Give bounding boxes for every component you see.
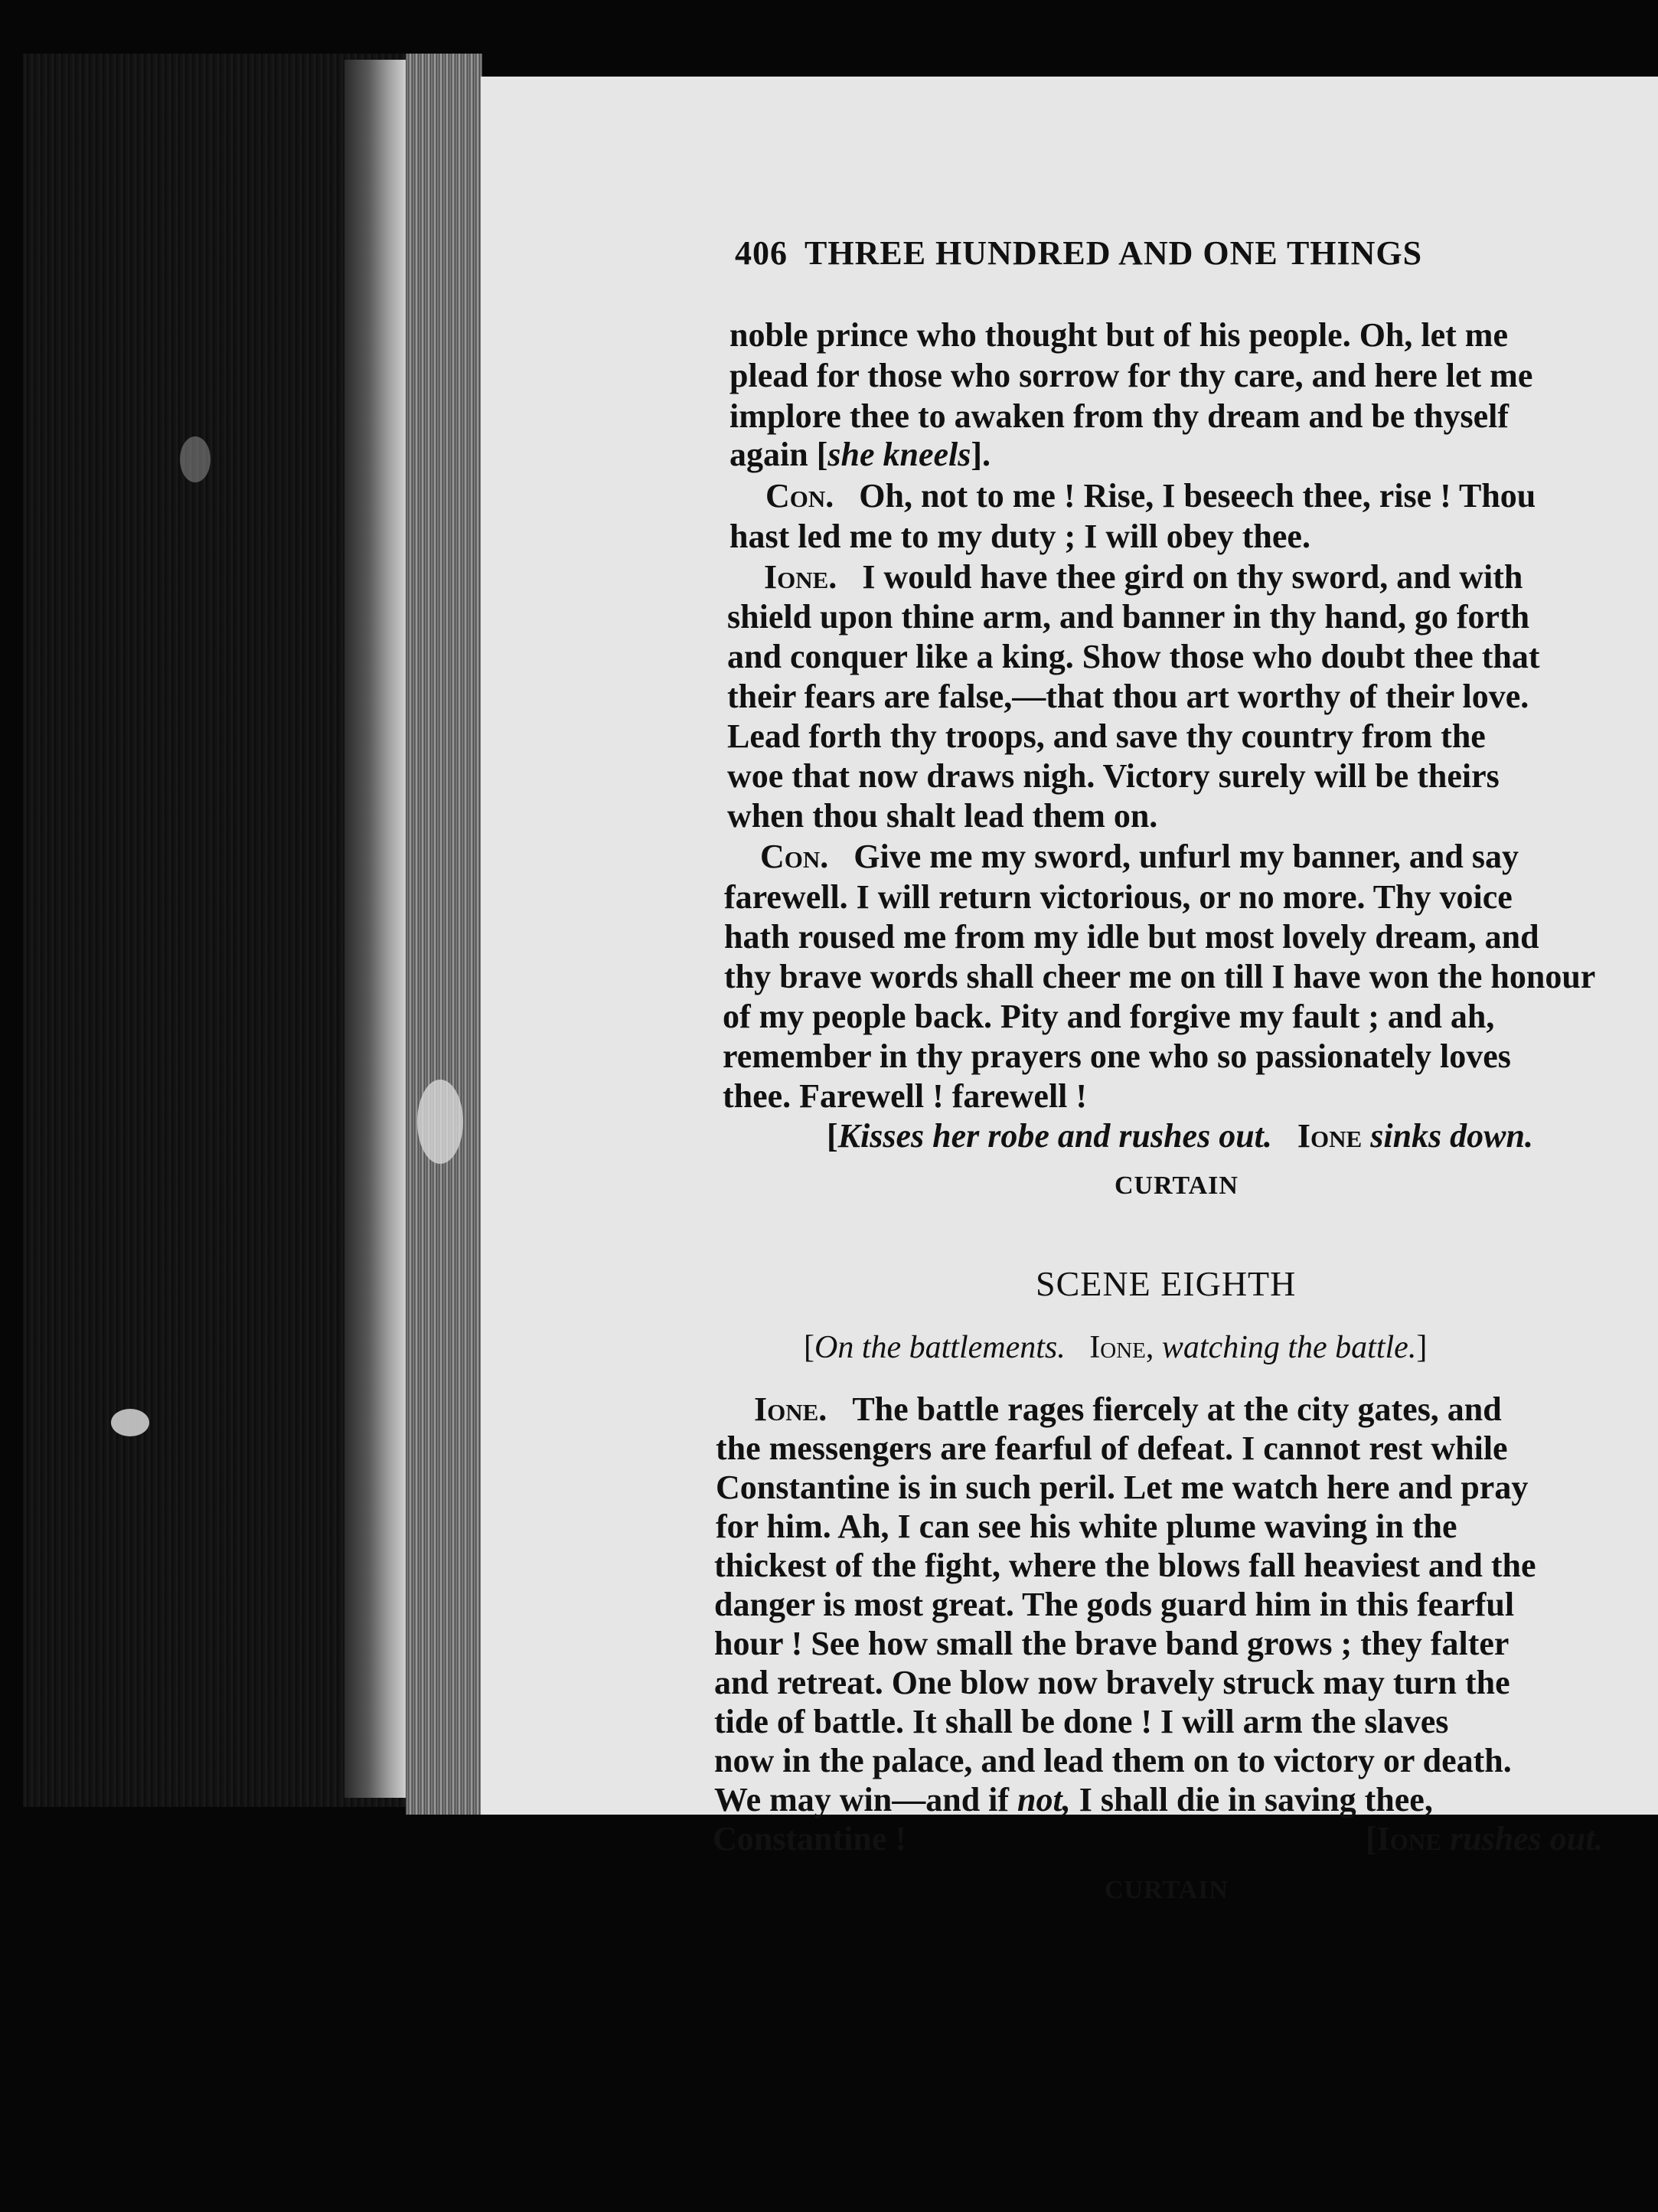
text-line: hast led me to my duty ; I will obey thee. [729, 518, 1310, 555]
paper-smudge [111, 1409, 149, 1436]
text-line: implore thee to awaken from thy dream and be thyself [729, 397, 1509, 435]
text-line: thee. Farewell ! farewell ! [723, 1077, 1088, 1115]
text-line: thy brave words shall cheer me on till I have won the honour [724, 958, 1596, 995]
curtain-label: CURTAIN [1105, 1876, 1229, 1904]
text-line: farewell. I will return victorious, or no more. Thy voice [724, 878, 1513, 916]
bracket: [ [1366, 1820, 1377, 1857]
character-name: Ione [1297, 1117, 1363, 1155]
text-line: the messengers are fearful of defeat. I cannot rest while [716, 1429, 1508, 1467]
stage-direction-inline: she kneels [827, 436, 971, 473]
stage-direction-text: On the battlements. [814, 1330, 1066, 1365]
text-line: for him. Ah, I can see his white plume waving in the [716, 1508, 1457, 1545]
emphasis: not, [1017, 1781, 1071, 1818]
stage-direction [804, 1329, 1427, 1366]
text-line: noble prince who thought but of his people. Oh, let me [729, 316, 1508, 354]
text-fragment: again [ [729, 436, 828, 473]
stage-direction-text: sinks down. [1370, 1117, 1533, 1155]
text-fragment: I shall die in saving thee, [1070, 1781, 1433, 1818]
text-line: when thou shalt lead them on. [727, 797, 1158, 835]
speaker-name: Con. [760, 838, 829, 875]
text-line [764, 557, 1523, 596]
text-fragment: ]. [971, 436, 991, 473]
text-line [760, 837, 1519, 876]
running-head-title: THREE HUNDRED AND ONE THINGS [805, 234, 1423, 272]
paper-smudge [417, 1080, 463, 1164]
text-line [714, 1780, 1433, 1819]
running-head [735, 234, 1623, 273]
speaker-name: Ione. [764, 558, 837, 596]
stage-direction-text: watching the battle. [1161, 1330, 1417, 1365]
text-fragment: The battle rages fiercely at the city gates, and [852, 1390, 1502, 1428]
text-line: shield upon thine arm, and banner in thy hand, go forth [727, 598, 1530, 636]
text-line [729, 435, 991, 474]
stage-direction-text: Kisses her robe and rushes out. [837, 1117, 1272, 1155]
speaker-name: Con. [765, 477, 834, 515]
text-line: now in the palace, and lead them on to victory or death. [714, 1742, 1512, 1779]
character-name: Ione [1376, 1820, 1441, 1857]
text-line [765, 476, 1536, 515]
text-line: hour ! See how small the brave band grows ; they falter [714, 1625, 1509, 1662]
bracket: [ [827, 1117, 838, 1155]
text-line: plead for those who sorrow for thy care, and here let me [729, 357, 1533, 394]
text-line: Constantine is in such peril. Let me watch here and pray [716, 1469, 1529, 1506]
text-line: and conquer like a king. Show those who doubt thee that [727, 638, 1540, 675]
stage-direction [827, 1116, 1533, 1155]
text-fragment: I would have thee gird on thy sword, and with [862, 558, 1523, 596]
text-line: their fears are false,—that thou art worthy of their love. [727, 678, 1529, 715]
text-line: Lead forth thy troops, and save thy country from the [727, 717, 1486, 755]
book-fore-edge [406, 54, 482, 1815]
curtain-label: CURTAIN [1115, 1171, 1239, 1200]
text-fragment: Oh, not to me ! Rise, I beseech thee, rise ! Thou [859, 477, 1536, 515]
page-number: 406 [735, 234, 788, 272]
bracket: [ [804, 1330, 814, 1365]
stage-direction [1366, 1819, 1604, 1858]
scene-title: SCENE EIGHTH [1036, 1264, 1297, 1303]
stage-direction-text: rushes out. [1449, 1820, 1604, 1857]
character-name: Ione, [1089, 1330, 1154, 1365]
text-line: hath roused me from my idle but most lovely dream, and [724, 918, 1539, 956]
text-line: tide of battle. It shall be done ! I will arm the slaves [714, 1703, 1449, 1740]
speaker-name: Ione. [754, 1390, 827, 1428]
text-fragment: We may win—and if [714, 1781, 1018, 1818]
text-line: danger is most great. The gods guard him in this fearful [714, 1586, 1515, 1623]
text-line: Constantine ! [713, 1820, 907, 1857]
bracket: ] [1416, 1330, 1428, 1365]
text-fragment: Give me my sword, unfurl my banner, and say [853, 838, 1519, 875]
text-line [754, 1390, 1502, 1429]
book-gutter-shadow [344, 60, 406, 1798]
paper-smudge [180, 436, 211, 482]
text-line: remember in thy prayers one who so passionately loves [723, 1037, 1511, 1075]
text-line: of my people back. Pity and forgive my fault ; and ah, [723, 998, 1495, 1035]
text-line: thickest of the fight, where the blows fall heaviest and the [714, 1547, 1536, 1584]
text-line: and retreat. One blow now bravely struck may turn the [714, 1664, 1510, 1701]
text-line: woe that now draws nigh. Victory surely will be theirs [727, 757, 1500, 795]
